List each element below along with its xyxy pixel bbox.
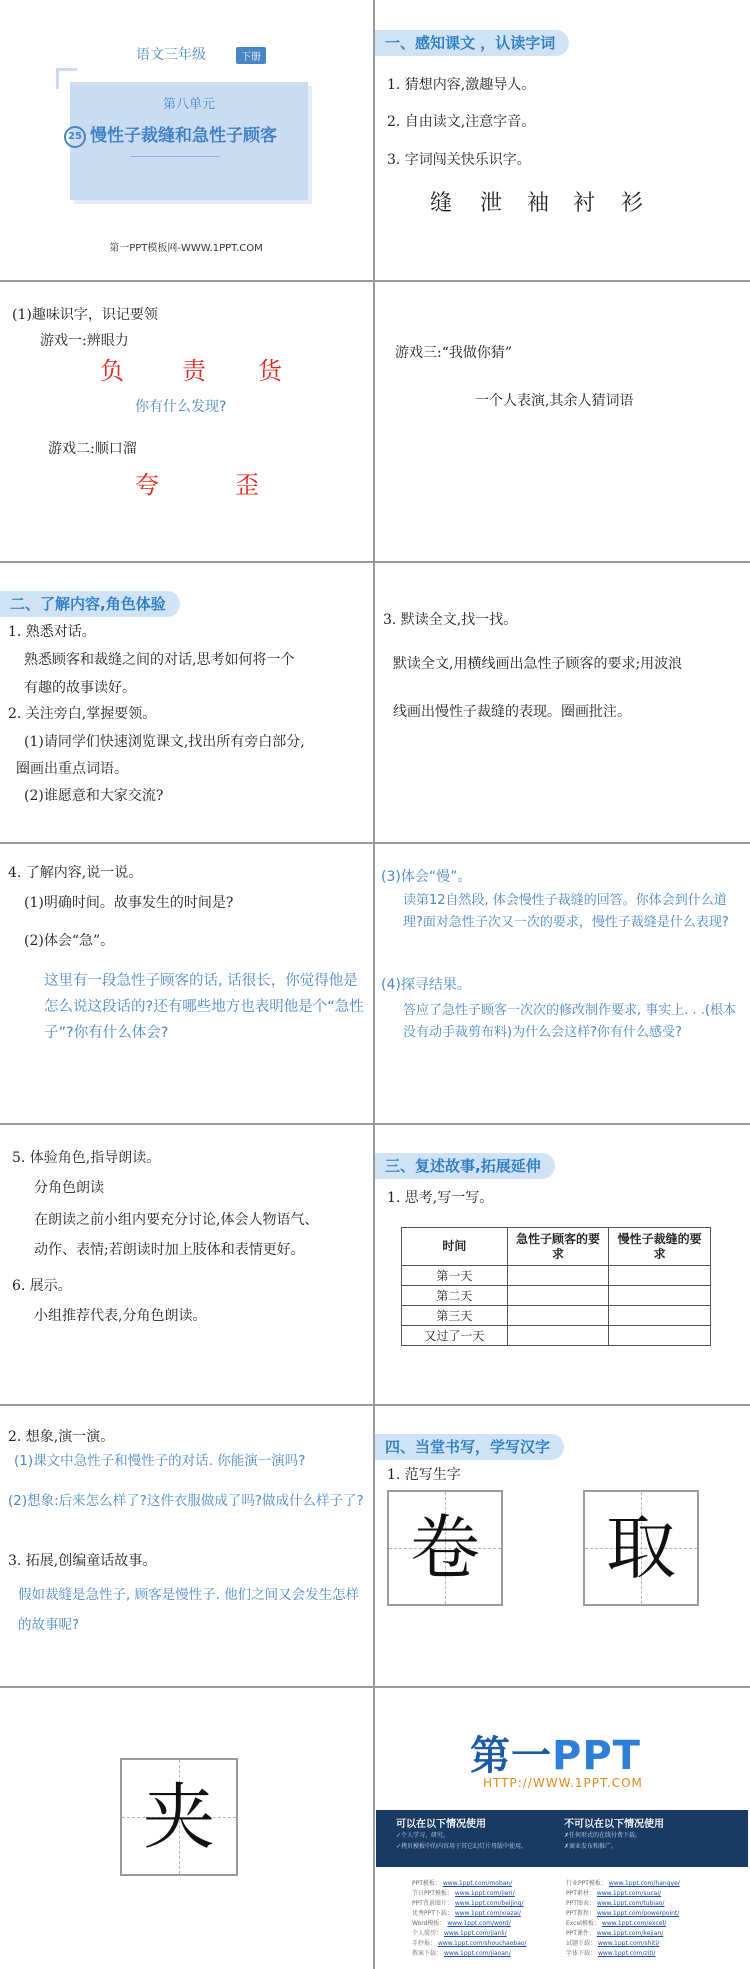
link-key: PPT模板： bbox=[412, 1880, 441, 1887]
prompt-3: 假如裁缝是急性子, 顾客是慢性子. 他们之间又会发生怎样的故事呢? bbox=[18, 1587, 360, 1633]
slide-feel-slow bbox=[375, 844, 747, 1123]
link-key: 节日PPT模板： bbox=[412, 1890, 453, 1897]
blank-cell[interactable] bbox=[609, 1286, 711, 1306]
slide-retell-story bbox=[375, 1125, 747, 1404]
section-tag: 二、了解内容,角色体验 bbox=[0, 591, 180, 617]
blank-cell[interactable] bbox=[507, 1266, 609, 1286]
can-use-1: ✓个人学习、研究。 bbox=[396, 1832, 450, 1839]
slide-cover bbox=[0, 0, 372, 280]
brand-part-a: 第一 bbox=[470, 1733, 552, 1779]
link-url[interactable]: www.1ppt.com/excel/ bbox=[601, 1920, 667, 1927]
char-juan: 卷 bbox=[410, 1507, 480, 1589]
table-row bbox=[402, 1326, 711, 1346]
line-5: (1)请同学们快速浏览课文,找出所有旁白部分, bbox=[24, 734, 305, 750]
slide-writing-2 bbox=[0, 1688, 372, 1969]
links-right bbox=[566, 1880, 736, 1964]
line-3: (2)体会“急”。 bbox=[24, 933, 115, 949]
char-ze: 责 bbox=[182, 357, 206, 385]
link-key: 行业PPT模板： bbox=[566, 1880, 607, 1887]
char-wai: 歪 bbox=[235, 471, 259, 499]
step-2: 2. 自由读文,注意字音。 bbox=[387, 114, 536, 130]
char-3: 袖 bbox=[527, 191, 550, 216]
game-1: 游戏一:辨眼力 bbox=[40, 333, 129, 349]
blank-cell[interactable] bbox=[609, 1306, 711, 1326]
result-prompt: 答应了急性子顾客一次次的修改制作要求, 事实上. . .(根本没有动手裁剪布料)为什么会这样?你有什么感受? bbox=[403, 1003, 736, 1040]
line-6: 小组推荐代表,分角色朗读。 bbox=[34, 1308, 207, 1324]
blank-cell[interactable] bbox=[507, 1286, 609, 1306]
lesson-title: 慢性子裁缝和急性子顾客 bbox=[90, 126, 277, 146]
line-1: 1. 思考,写一写。 bbox=[387, 1190, 494, 1206]
game-2: 游戏二:顺口溜 bbox=[48, 441, 137, 457]
line-3: 线画出慢性子裁缝的表现。圈画批注。 bbox=[393, 704, 631, 720]
cannot-use-title: 不可以在以下情况使用 bbox=[564, 1819, 664, 1830]
brand-part-b: PPT bbox=[552, 1733, 641, 1779]
brand-url[interactable]: HTTP://WWW.1PPT.COM bbox=[483, 1776, 643, 1790]
usage-panel bbox=[376, 1810, 748, 1867]
link-key: Word模板： bbox=[412, 1920, 446, 1927]
link-url[interactable]: www.1ppt.com/kejian/ bbox=[596, 1930, 664, 1937]
discussion-prompt: 这里有一段急性子顾客的话, 话很长，你觉得他是怎么说这段话的?还有哪些地方也表明他是个“急性子”?你有什么体会? bbox=[44, 973, 364, 1041]
section-tag: 四、当堂书写，学写汉字 bbox=[375, 1434, 564, 1460]
table-row bbox=[402, 1286, 711, 1306]
link-url[interactable]: www.1ppt.com/moban/ bbox=[442, 1880, 513, 1887]
line-2: 分角色朗读 bbox=[34, 1180, 104, 1196]
header-customer: 急性子顾客的要求 bbox=[507, 1228, 609, 1266]
prompt-1: (1)课文中急性子和慢性子的对话. 你能演一演吗? bbox=[14, 1453, 306, 1469]
header-time: 时间 bbox=[402, 1228, 508, 1266]
link-key: 个人简历： bbox=[412, 1930, 443, 1937]
line-2: 熟悉顾客和裁缝之间的对话,思考如何将一个 bbox=[24, 652, 295, 668]
slide-recognize-words bbox=[375, 0, 747, 280]
grade-label: 语文三年级 bbox=[136, 47, 206, 63]
link-key: 试题下载： bbox=[566, 1940, 597, 1947]
tian-grid bbox=[387, 1490, 503, 1606]
blank-cell[interactable] bbox=[507, 1326, 609, 1346]
heading-slow: (3)体会“慢”。 bbox=[381, 869, 472, 885]
char-fu: 负 bbox=[100, 357, 124, 385]
char-kua: 夸 bbox=[135, 471, 159, 499]
line-5: 6. 展示。 bbox=[12, 1278, 72, 1294]
char-1: 缝 bbox=[430, 191, 453, 216]
link-key: 教案下载： bbox=[412, 1950, 443, 1957]
site-label: 第一PPT模板网-WWW.1PPT.COM bbox=[109, 243, 263, 254]
row-label: 第一天 bbox=[402, 1266, 508, 1286]
row-label: 第三天 bbox=[402, 1306, 508, 1326]
row-label: 又过了一天 bbox=[402, 1326, 508, 1346]
line-7: (2)谁愿意和大家交流? bbox=[24, 788, 164, 804]
link-url[interactable]: www.1ppt.com/ziti/ bbox=[597, 1950, 656, 1957]
game-3: 游戏三:“我做你猜” bbox=[395, 345, 513, 361]
blank-cell[interactable] bbox=[609, 1326, 711, 1346]
table-row bbox=[402, 1306, 711, 1326]
title-card bbox=[70, 82, 308, 200]
char-jia: 夹 bbox=[142, 1775, 215, 1859]
link-url[interactable]: www.1ppt.com/tubiao/ bbox=[596, 1900, 665, 1907]
line-1: 5. 体验角色,指导朗读。 bbox=[12, 1150, 161, 1166]
line-1: 1. 范写生字 bbox=[387, 1467, 461, 1483]
cannot-use-1: ✗任何形式的在线付费下载。 bbox=[564, 1832, 642, 1839]
brand-logo bbox=[470, 1724, 641, 1781]
step-3: 3. 字词闯关快乐识字。 bbox=[387, 152, 531, 168]
link-url[interactable]: www.1ppt.com/shiti/ bbox=[597, 1940, 660, 1947]
heading-result: (4)探寻结果。 bbox=[381, 977, 471, 993]
cannot-use-2: ✗商业发布和推广。 bbox=[564, 1843, 618, 1850]
link-url[interactable]: www.1ppt.com/shouchaobao/ bbox=[437, 1940, 527, 1947]
link-key: 字体下载： bbox=[566, 1950, 597, 1957]
slide-content-roles bbox=[0, 563, 372, 842]
link-url[interactable]: www.1ppt.com/sucai/ bbox=[596, 1890, 662, 1897]
can-use-title: 可以在以下情况使用 bbox=[396, 1819, 486, 1830]
line-4: 2. 关注旁白,掌握要领。 bbox=[8, 706, 157, 722]
line-4: 动作、表情;若朗读时加上肢体和表情更好。 bbox=[34, 1242, 305, 1258]
link-url[interactable]: www.1ppt.com/beijing/ bbox=[454, 1900, 524, 1907]
lesson-number: 25 bbox=[64, 126, 86, 148]
char-huo: 货 bbox=[258, 357, 282, 385]
slide-silent-reading bbox=[375, 563, 747, 842]
slide-guess-game bbox=[375, 282, 747, 561]
header-tailor: 慢性子裁缝的要求 bbox=[609, 1228, 711, 1266]
game-3-desc: 一个人表演,其余人猜词语 bbox=[475, 393, 634, 409]
line-2: 默读全文,用横线画出急性子顾客的要求;用波浪 bbox=[393, 656, 683, 672]
link-key: PPT素材： bbox=[566, 1890, 595, 1897]
question: 你有什么发现? bbox=[135, 399, 227, 415]
slow-prompt: 读第12自然段, 体会慢性子裁缝的回答。你体会到什么道理?面对急性子次又一次的要求，慢性子裁缝是什么表现? bbox=[403, 893, 729, 930]
link-key: PPT课件： bbox=[566, 1930, 595, 1937]
slide-role-reading bbox=[0, 1125, 372, 1404]
line-1: 2. 想象,演一演。 bbox=[8, 1429, 115, 1445]
can-use-2: ✓拷贝模板中的内容用于其它幻灯片母版中使用。 bbox=[396, 1843, 528, 1850]
prompt-2: (2)想象:后来怎么样了?这件衣服做成了吗?做成什么样子了? bbox=[8, 1493, 364, 1509]
step-1: 1. 猜想内容,激趣导人。 bbox=[387, 77, 536, 93]
heading: (1)趣味识字，识记要领 bbox=[12, 307, 158, 323]
unit-label: 第八单元 bbox=[162, 97, 215, 112]
link-url[interactable]: www.1ppt.com/xiazai/ bbox=[454, 1910, 521, 1917]
blank-cell[interactable] bbox=[609, 1266, 711, 1286]
link-key: PPT教程： bbox=[566, 1910, 595, 1917]
blank-cell[interactable] bbox=[507, 1306, 609, 1326]
line-3: 在朗读之前小组内要充分讨论,体会人物语气、 bbox=[34, 1212, 319, 1228]
slide-imagine-act bbox=[0, 1406, 372, 1686]
link-key: PPT背景图片： bbox=[412, 1900, 453, 1907]
links-left bbox=[412, 1880, 562, 1964]
tian-grid bbox=[120, 1758, 238, 1876]
link-key: PPT图表： bbox=[566, 1900, 595, 1907]
link-url[interactable]: www.1ppt.com/hangye/ bbox=[608, 1880, 680, 1887]
row-label: 第二天 bbox=[402, 1286, 508, 1306]
link-url[interactable]: www.1ppt.com/jianli/ bbox=[443, 1930, 507, 1937]
link-key: 优秀PPT下载： bbox=[412, 1910, 453, 1917]
slide-understand-content bbox=[0, 844, 372, 1123]
slide-fun-literacy bbox=[0, 282, 372, 561]
link-url[interactable]: www.1ppt.com/jiaoan/ bbox=[443, 1950, 511, 1957]
line-3: 有趣的故事读好。 bbox=[24, 680, 136, 696]
line-2: 3. 拓展,创编童话故事。 bbox=[8, 1553, 157, 1569]
link-url[interactable]: www.1ppt.com/jieri/ bbox=[454, 1890, 515, 1897]
char-5: 衫 bbox=[621, 191, 644, 216]
line-1: 1. 熟悉对话。 bbox=[8, 624, 96, 640]
tian-grid bbox=[583, 1490, 699, 1606]
char-2: 泄 bbox=[480, 191, 503, 216]
table-row bbox=[402, 1266, 711, 1286]
line-2: (1)明确时间。故事发生的时间是? bbox=[24, 895, 234, 911]
link-url[interactable]: www.1ppt.com/powerpoint/ bbox=[596, 1910, 680, 1917]
section-tag: 三、复述故事,拓展延伸 bbox=[375, 1153, 555, 1179]
char-qu: 取 bbox=[606, 1507, 676, 1589]
slide-writing bbox=[375, 1406, 747, 1686]
volume-badge: 下册 bbox=[236, 47, 266, 64]
title-underline bbox=[130, 156, 220, 157]
line-1: 4. 了解内容,说一说。 bbox=[8, 865, 143, 881]
link-url[interactable]: www.1ppt.com/word/ bbox=[447, 1920, 511, 1927]
worksheet-table bbox=[401, 1227, 711, 1346]
link-key: Excel模板： bbox=[566, 1920, 600, 1927]
line-1: 3. 默读全文,找一找。 bbox=[383, 612, 518, 628]
line-6: 圈画出重点词语。 bbox=[16, 761, 128, 777]
section-tag: 一、感知课文 ，认读字词 bbox=[375, 30, 569, 56]
char-4: 衬 bbox=[573, 191, 596, 216]
link-key: 手抄报： bbox=[412, 1940, 437, 1947]
